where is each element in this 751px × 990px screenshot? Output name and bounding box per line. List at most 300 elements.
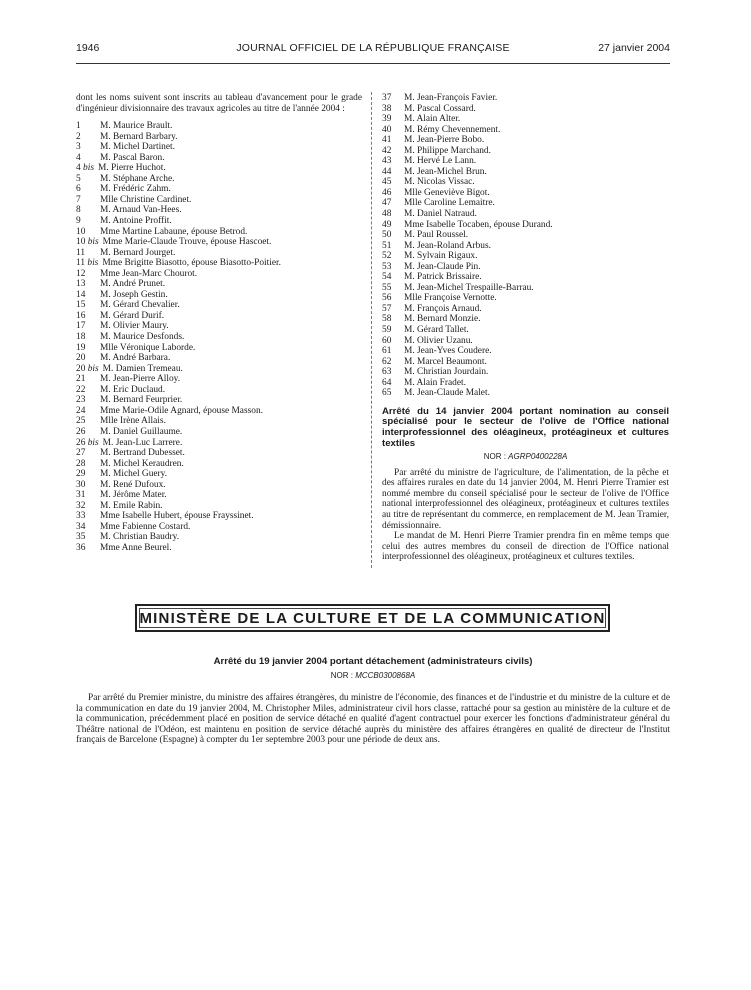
list-number-value: 12 [76,268,86,279]
person-name: Mlle Geneviève Bigot. [404,187,490,198]
list-number [382,220,404,231]
list-number-value: 10 [76,226,86,237]
left-column [76,93,362,554]
list-number [76,480,100,491]
list-item [382,114,669,125]
list-number [76,543,100,554]
list-number-value: 1 [76,121,81,132]
bis-marker: bis [87,237,99,248]
list-number-value: 26 [76,426,86,437]
person-name: M. Pascal Cossard. [404,103,476,114]
list-item [76,364,362,375]
list-item [382,241,669,252]
list-number [76,311,100,322]
bis-marker: bis [87,363,99,374]
person-name: M. Bernard Barbary. [100,131,178,142]
list-number-value: 36 [76,542,86,553]
person-name: Mme Brigitte Biasotto, épouse Biasotto-Poitier. [102,258,281,269]
list-item [382,146,669,157]
list-number-value: 11 [76,247,86,258]
list-item [382,336,669,347]
ministry-name: MINISTÈRE DE LA CULTURE ET DE LA COMMUNICATION [139,610,606,627]
arrete-title: Arrêté du 19 janvier 2004 portant détachement (administrateurs civils) [213,656,533,667]
list-number-value: 61 [382,346,392,357]
list-item [382,325,669,336]
list-item [382,272,669,283]
list-item [76,522,362,533]
person-name: Mlle Françoise Vernotte. [404,293,497,304]
person-name: M. Gérard Tallet. [404,325,469,336]
promotion-list-left [76,121,362,553]
list-item [382,357,669,368]
person-name: M. Maurice Brault. [100,121,173,132]
list-item [382,304,669,315]
person-name: M. Pierre Huchot. [97,163,166,174]
list-number [76,469,100,480]
nor-reference [76,671,670,680]
list-item [76,511,362,522]
person-name: M. Paul Roussel. [404,230,469,241]
list-item [76,205,362,216]
list-number-value: 28 [76,458,86,469]
person-name: Mme Jean-Marc Chourot. [100,268,198,279]
list-number [76,459,100,470]
list-item [76,374,362,385]
list-item [382,283,669,294]
person-name: Mlle Caroline Lemaitre. [404,198,495,209]
list-number [382,146,404,157]
list-number-value: 50 [382,230,392,241]
list-item [76,195,362,206]
person-name: M. Damien Tremeau. [102,363,183,374]
list-number [76,174,100,185]
ministry-banner [135,604,610,632]
list-number-value: 60 [382,335,392,346]
list-item [76,490,362,501]
list-item [382,156,669,167]
list-number [76,248,100,259]
list-number [76,416,100,427]
list-item [382,293,669,304]
list-item [76,543,362,554]
list-number-value: 42 [382,145,392,156]
person-name: M. Christian Baudry. [100,532,180,543]
list-number-value: 11 [76,258,86,269]
person-name: M. Jérôme Mater. [100,490,167,501]
person-name: M. Alain Alter. [404,114,461,125]
person-name: M. Daniel Guillaume. [100,426,183,437]
list-item [76,227,362,238]
list-number-value: 4 [76,152,81,163]
list-number-value: 65 [382,388,392,399]
person-name: M. Antoine Proffit. [100,216,172,227]
list-number [76,300,100,311]
nor-code: MCCB0300868A [355,671,416,680]
list-number [76,522,100,533]
list-item [76,427,362,438]
person-name: M. Sylvain Rigaux. [404,251,478,262]
list-number [76,364,99,375]
list-number [382,283,404,294]
list-number [76,205,100,216]
list-number-value: 29 [76,469,86,480]
list-number [76,395,100,406]
nor-label: NOR : [330,671,353,680]
list-item [382,93,669,104]
list-item [76,353,362,364]
list-number [76,121,100,132]
list-number-value: 7 [76,194,81,205]
list-number [76,258,98,269]
list-number [382,135,404,146]
person-name: M. Nicolas Vissac. [404,177,475,188]
list-number-value: 56 [382,293,392,304]
list-number-value: 26 [76,437,86,448]
list-number [76,132,100,143]
list-number [76,237,99,248]
list-number-value: 45 [382,177,392,188]
list-number [76,406,100,417]
person-name: M. Gérard Durif. [100,310,165,321]
column-separator [371,92,372,568]
list-item [76,132,362,143]
person-name: M. Jean-Claude Pin. [404,261,481,272]
list-item [76,258,362,269]
list-item [382,367,669,378]
list-number-value: 8 [76,205,81,216]
list-item [76,438,362,449]
person-name: Mme Martine Labaune, épouse Betrod. [100,226,248,237]
list-number [382,125,404,136]
list-number-value: 58 [382,314,392,325]
list-number-value: 32 [76,500,86,511]
list-number-value: 30 [76,479,86,490]
arrete-paragraph: Par arrêté du ministre de l'agriculture, de l'alimentation, de la pêche et des affaires rurales en date du 14 janvier 2004, M. Henri Pierre Tramier est nommé membre du conseil spécialisé pour le secteur de l'olive de l'Office national interprofessionnel des oléagineux, protéagineux et cultures textiles au titre de représentant du commerce, en remplacement de M. Jean Tramier, démissionnaire. [382,467,669,531]
list-number-value: 38 [382,103,392,114]
list-number [76,374,100,385]
list-item [382,198,669,209]
person-name: Mlle Véronique Laborde. [100,342,196,353]
list-number [76,385,100,396]
list-number [76,216,100,227]
person-name: M. Jean-Michel Brun. [404,166,487,177]
list-number [382,388,404,399]
list-number [382,314,404,325]
person-name: M. Joseph Gestin. [100,289,168,300]
list-item [76,395,362,406]
person-name: M. Jean-Yves Coudere. [404,346,492,357]
person-name: M. Rémy Chevennement. [404,124,501,135]
list-number-value: 35 [76,532,86,543]
promotion-list-right [382,93,669,399]
list-number-value: 6 [76,184,81,195]
list-number-value: 4 [76,163,81,174]
list-item [76,448,362,459]
list-number [382,325,404,336]
person-name: M. Pascal Baron. [100,152,165,163]
list-item [76,216,362,227]
list-number-value: 18 [76,332,86,343]
list-number-value: 3 [76,142,81,153]
list-item [382,262,669,273]
list-number-value: 33 [76,511,86,522]
list-number [76,142,100,153]
list-item [76,174,362,185]
list-number-value: 5 [76,173,81,184]
list-number [382,104,404,115]
page-header [76,42,670,58]
person-name: M. Bertrand Dubesset. [100,448,185,459]
list-number-value: 51 [382,240,392,251]
list-number [76,448,100,459]
list-item [76,416,362,427]
list-item [382,209,669,220]
list-number-value: 16 [76,310,86,321]
list-number [382,251,404,262]
person-name: M. Maurice Desfonds. [100,332,185,343]
person-name: M. Michel Dartinet. [100,142,175,153]
person-name: M. Daniel Natraud. [404,209,477,220]
list-item [76,311,362,322]
nor-label: NOR : [483,452,506,462]
list-number-value: 41 [382,135,392,146]
person-name: M. Philippe Marchand. [404,145,491,156]
list-number [76,279,100,290]
list-number-value: 17 [76,321,86,332]
list-number [76,332,100,343]
list-number [76,153,100,164]
list-number [382,93,404,104]
person-name: M. Alain Fradet. [404,377,466,388]
right-column [382,93,669,563]
list-number-value: 62 [382,356,392,367]
person-name: M. Emile Rabin. [100,500,163,511]
list-item [76,332,362,343]
person-name: M. André Barbara. [100,353,171,364]
list-item [382,314,669,325]
list-number-value: 14 [76,289,86,300]
person-name: M. Patrick Brissaire. [404,272,482,283]
list-item [76,501,362,512]
list-number [382,367,404,378]
list-item [76,290,362,301]
list-number-value: 25 [76,416,86,427]
list-number-value: 27 [76,448,86,459]
list-item [76,532,362,543]
list-number [76,343,100,354]
arrete-body: Par arrêté du Premier ministre, du ministre des affaires étrangères, du ministre de l'économie, des finances et de l'industrie et du ministre de la culture et de la communication en date du 19 janvier 2004, M. Christopher Miles, administrateur civil hors classe, rattaché pour sa gestion au ministère de la culture et de la communication, précédemment placé en position de service détaché en qualité d'agent contractuel pour exercer les fonctions d'administrateur général du Théâtre national de l'Odéon, est maintenu en position de service détaché auprès du ministère des affaires étrangères en qualité de directeur de l'Institut français de Barcelone (Espagne) à compter du 1er septembre 2003 pour une période de deux ans. [76,693,670,746]
list-item [76,406,362,417]
list-number-value: 57 [382,303,392,314]
list-item [76,121,362,132]
arrete-title: Arrêté du 14 janvier 2004 portant nomination au conseil spécialisé pour le secteur de l'olive de l'Office national interprofessionnel des oléagineux, protéagineux et cultures textiles [382,405,669,449]
list-item [76,469,362,480]
person-name: Mme Anne Beurel. [100,542,172,553]
person-name: M. Stéphane Arche. [100,173,175,184]
list-number [382,198,404,209]
journal-title: JOURNAL OFFICIEL DE LA RÉPUBLIQUE FRANÇAISE [236,42,510,54]
person-name: M. Bernard Feurprier. [100,395,183,406]
list-item [76,385,362,396]
list-number [382,114,404,125]
person-name: Mlle Irène Allais. [100,416,166,427]
list-number [382,293,404,304]
list-item [382,104,669,115]
list-item [76,480,362,491]
person-name: Mme Fabienne Costard. [100,521,191,532]
list-number [76,438,99,449]
list-number [76,195,100,206]
list-number [382,156,404,167]
list-number [76,532,100,543]
list-number-value: 20 [76,363,86,374]
page-number: 1946 [76,42,100,54]
list-item [76,237,362,248]
list-number-value: 43 [382,156,392,167]
list-item [76,269,362,280]
person-name: M. Michel Keraudren. [100,458,184,469]
list-item [382,220,669,231]
list-number [76,184,100,195]
list-item [76,184,362,195]
list-number-value: 13 [76,279,86,290]
list-number-value: 23 [76,395,86,406]
bis-marker: bis [87,258,99,269]
person-name: M. Arnaud Van-Hees. [100,205,182,216]
list-number-value: 64 [382,377,392,388]
list-item [382,177,669,188]
person-name: M. Eric Duclaud. [100,384,166,395]
list-item [76,300,362,311]
person-name: M. Hervé Le Lann. [404,156,477,167]
list-number [382,188,404,199]
list-number-value: 19 [76,342,86,353]
list-number [382,357,404,368]
list-item [76,279,362,290]
list-number-value: 52 [382,251,392,262]
list-item [382,378,669,389]
person-name: Mlle Christine Cardinet. [100,194,192,205]
list-number [382,304,404,315]
list-number [76,427,100,438]
list-number-value: 54 [382,272,392,283]
list-item [76,459,362,470]
person-name: Mme Isabelle Hubert, épouse Frayssinet. [100,511,254,522]
list-number-value: 44 [382,166,392,177]
person-name: Mme Marie-Odile Agnard, épouse Masson. [100,405,263,416]
list-number [76,269,100,280]
list-number [76,511,100,522]
list-number [382,262,404,273]
list-number [76,321,100,332]
list-item [76,163,362,174]
person-name: Mme Marie-Claude Trouve, épouse Hascoet. [102,237,272,248]
header-rule [76,63,670,64]
person-name: M. Christian Jourdain. [404,367,489,378]
person-name: M. Olivier Uzanu. [404,335,473,346]
list-item [76,321,362,332]
list-number-value: 31 [76,490,86,501]
person-name: M. Marcel Beaumont. [404,356,487,367]
person-name: Mme Isabelle Tocaben, épouse Durand. [404,219,553,230]
list-number-value: 49 [382,219,392,230]
list-number [76,227,100,238]
person-name: M. Jean-Michel Trespaille-Barrau. [404,282,534,293]
list-item [382,167,669,178]
list-intro: dont les noms suivent sont inscrits au tableau d'avancement pour le grade d'ingénieur divisionnaire des travaux agricoles au titre de l'année 2004 : [76,93,362,114]
list-number [382,272,404,283]
person-name: M. Jean-Pierre Bobo. [404,135,485,146]
list-number-value: 47 [382,198,392,209]
list-number [76,290,100,301]
person-name: M. Gérard Chevalier. [100,300,180,311]
list-item [76,142,362,153]
list-number [382,346,404,357]
nor-reference [382,452,669,463]
list-number [382,209,404,220]
list-number-value: 53 [382,261,392,272]
list-item [382,251,669,262]
list-number [382,167,404,178]
person-name: M. Frédéric Zahm. [100,184,171,195]
person-name: M. Jean-François Favier. [404,93,498,103]
list-number-value: 63 [382,367,392,378]
list-number [382,230,404,241]
list-number-value: 39 [382,114,392,125]
list-number-value: 10 [76,237,86,248]
list-number-value: 46 [382,187,392,198]
list-number-value: 24 [76,405,86,416]
list-number [382,378,404,389]
person-name: M. Olivier Maury. [100,321,169,332]
list-item [382,188,669,199]
list-item [382,346,669,357]
person-name: M. Bernard Monzie. [404,314,481,325]
list-item [76,343,362,354]
list-number-value: 59 [382,325,392,336]
list-number [76,163,94,174]
person-name: M. Bernard Jourget. [100,247,176,258]
list-number-value: 55 [382,282,392,293]
list-number-value: 2 [76,131,81,142]
person-name: M. Michel Guery. [100,469,168,480]
list-number-value: 9 [76,216,81,227]
list-item [382,388,669,399]
list-number-value: 21 [76,374,86,385]
person-name: M. François Arnaud. [404,303,482,314]
list-number-value: 20 [76,353,86,364]
list-number-value: 15 [76,300,86,311]
list-number-value: 22 [76,384,86,395]
list-number [382,336,404,347]
person-name: M. Jean-Luc Larrere. [102,437,183,448]
person-name: M. Jean-Pierre Alloy. [100,374,181,385]
list-number [76,501,100,512]
bis-marker: bis [83,163,94,174]
person-name: M. André Prunet. [100,279,166,290]
list-number-value: 48 [382,209,392,220]
issue-date: 27 janvier 2004 [598,42,670,54]
list-number-value: 37 [382,93,392,103]
person-name: M. René Dufoux. [100,479,166,490]
list-item [382,125,669,136]
person-name: M. Jean-Roland Arbus. [404,240,491,251]
list-item [382,135,669,146]
arrete-paragraph: Le mandat de M. Henri Pierre Tramier prendra fin en même temps que celui des autres membres du conseil de direction de l'Office national interprofessionnel des oléagineux, protéagineux et cultures textiles. [382,531,669,563]
list-item [76,248,362,259]
nor-code: AGRP0400228A [508,452,568,462]
list-number [382,177,404,188]
